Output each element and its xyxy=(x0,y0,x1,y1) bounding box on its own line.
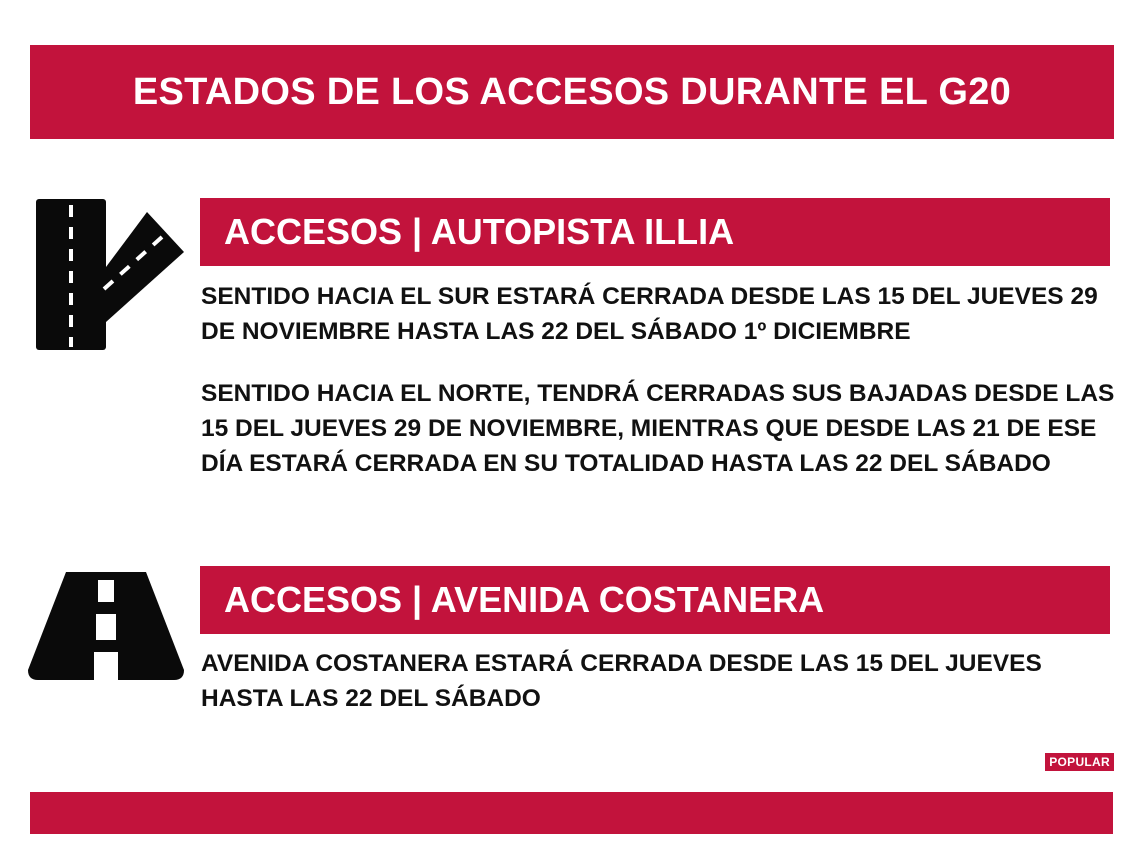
highway-merge-icon xyxy=(34,197,184,352)
paragraph-illia-south: SENTIDO HACIA EL SUR ESTARÁ CERRADA DESDE LAS 15 DEL JUEVES 29 DE NOVIEMBRE HASTA LAS 22 DEL SÁBADO 1º DICIEMBRE xyxy=(201,283,1098,345)
paragraph-costanera: AVENIDA COSTANERA ESTARÁ CERRADA DESDE LAS 15 DEL JUEVES HASTA LAS 22 DEL SÁBADO xyxy=(201,650,1042,712)
section-title: ACCESOS | AVENIDA COSTANERA xyxy=(224,579,825,620)
brand-logo: POPULAR xyxy=(1045,753,1114,771)
footer-bar xyxy=(30,792,1113,834)
section-header-autopista-illia xyxy=(200,198,1110,266)
paragraph-illia-north: SENTIDO HACIA EL NORTE, TENDRÁ CERRADAS SUS BAJADAS DESDE LAS 15 DEL JUEVES 29 DE NOVIEMBRE, MIENTRAS QUE DESDE LAS 21 DE ESE DÍA ESTARÁ CERRADA EN SU TOTALIDAD HASTA LAS 22 DEL SÁBADO xyxy=(201,380,1115,477)
section-header-avenida-costanera xyxy=(200,566,1110,634)
page-title: ESTADOS DE LOS ACCESOS DURANTE EL G20 xyxy=(132,70,1012,113)
road-icon xyxy=(26,570,186,682)
title-banner xyxy=(30,45,1114,139)
section-title: ACCESOS | AUTOPISTA ILLIA xyxy=(224,211,735,252)
